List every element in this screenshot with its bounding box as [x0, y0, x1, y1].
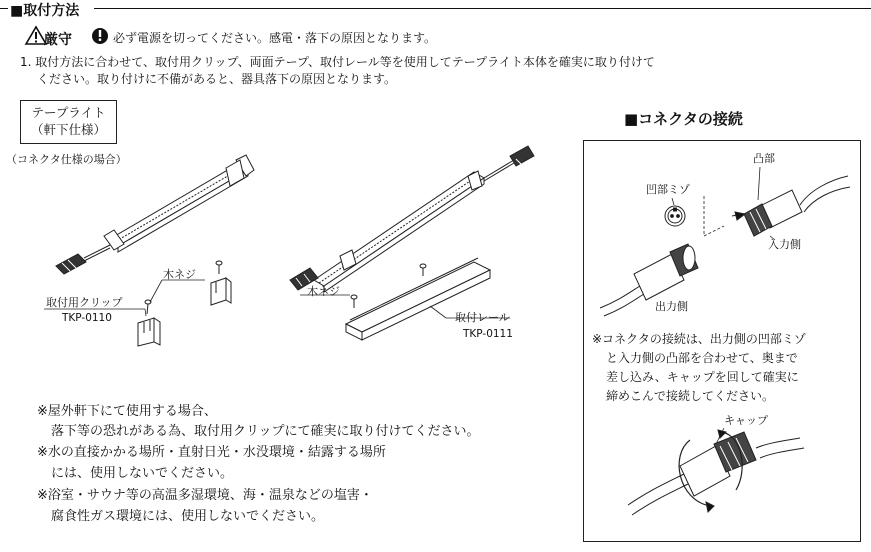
- note-line: ※水の直接かかる場所・直射日光・水没環境・結露する場所: [37, 445, 386, 460]
- cap-label: キャップ: [724, 414, 768, 427]
- connector-note-line: と入力側の凸部を合わせて、奥まで: [606, 351, 798, 365]
- connector-note-line: 締めこんで接続してください。: [606, 389, 775, 403]
- section-title: ■取付方法: [10, 3, 80, 19]
- note-line: ※浴室・サウナ等の高温多湿環境、海・温泉などの塩害・: [37, 488, 373, 503]
- note-line: ※屋外軒下にて使用する場合、: [37, 404, 217, 419]
- tape-box-line-2: （軒下仕様）: [30, 122, 106, 137]
- connector-note-line: ※コネクタの接続は、出力側の凹部ミゾ: [592, 332, 806, 346]
- connector-case-label: （コネクタ仕様の場合）: [6, 153, 127, 166]
- clip-name-label: 取付用クリップ: [46, 296, 123, 309]
- rail-name-label: 取付レール: [455, 311, 510, 324]
- connector-title: ■コネクタの接続: [624, 110, 743, 128]
- input-side-label: 入力側: [768, 238, 801, 251]
- exclamation-circle-icon: [92, 28, 108, 44]
- female-label: 凹部ミゾ: [646, 183, 690, 196]
- note-line: 腐食性ガス環境には、使用しないでください。: [51, 509, 325, 524]
- note-line: 落下等の恐れがある為、取付用クリップにて確実に取り付けてください。: [51, 424, 480, 439]
- instruction-line-2: ください。取り付けに不備があると、器具落下の原因となります。: [37, 72, 397, 86]
- wood-screw-label-1: 木ネジ: [163, 268, 196, 281]
- warning-triangle-icon: [26, 27, 46, 44]
- tape-light-clip-illustration: [56, 155, 254, 274]
- rail-code-label: TKP-0111: [463, 328, 513, 340]
- male-label: 凸部: [753, 152, 775, 165]
- instruction-line-1: 1. 取付方法に合わせて、取付用クリップ、両面テープ、取付レール等を使用してテープライト本体を確実に取り付けて: [20, 55, 655, 69]
- tape-box-line-1: テープライト: [31, 105, 106, 120]
- wood-screw-label-2: 木ネジ: [307, 285, 340, 298]
- mounting-clip-illustration: [138, 278, 231, 346]
- warning-text: 必ず電源を切ってください。感電・落下の原因となります。: [113, 31, 437, 45]
- connector-note-line: 差し込み、キャップを回して確実に: [606, 370, 799, 384]
- clip-code-label: TKP-0110: [62, 312, 112, 324]
- warning-label: 厳守: [44, 32, 72, 48]
- note-line: には、使用しないでください。: [51, 466, 234, 481]
- output-side-label: 出力側: [655, 300, 688, 313]
- tape-light-box: [20, 100, 117, 144]
